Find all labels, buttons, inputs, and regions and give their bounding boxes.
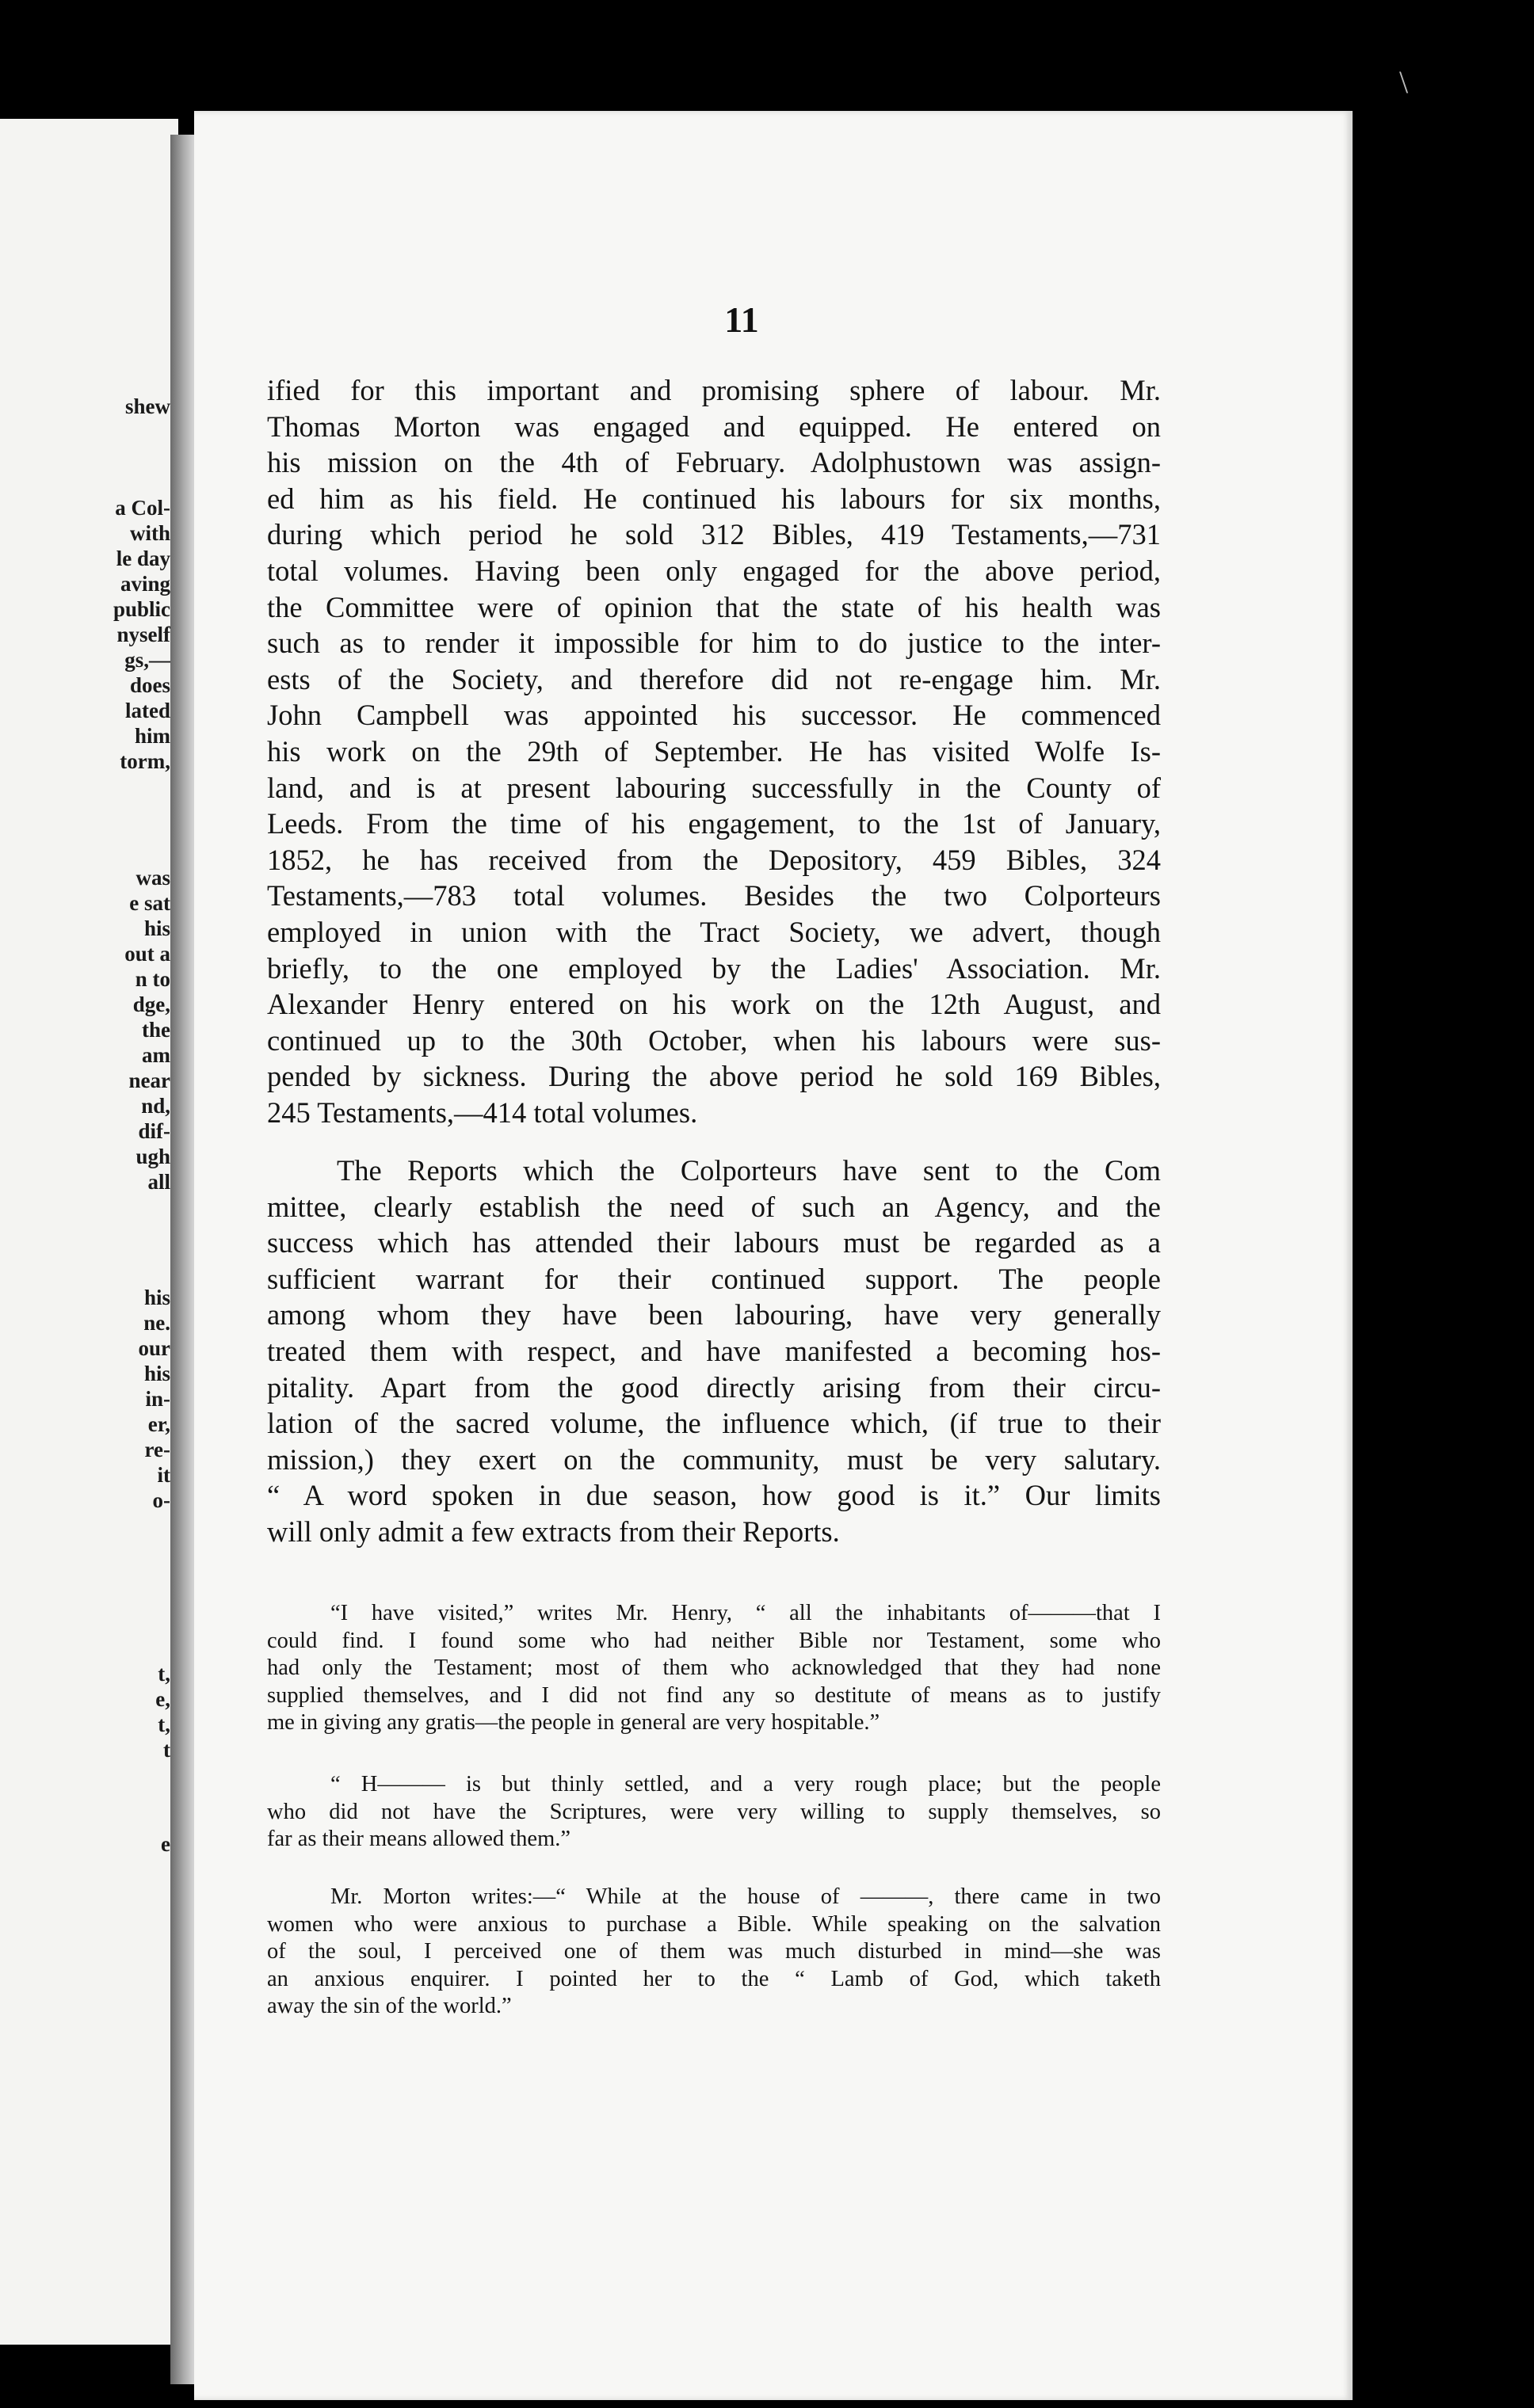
left-fragment: er, (147, 1412, 170, 1436)
text-line: total volumes. Having been only engaged for the above period, (267, 554, 1161, 587)
text-line: an anxious enquirer. I pointed her to the “ Lamb of God, which taketh (267, 1966, 1161, 1991)
text-line: Testaments,—783 total volumes. Besides the two Colporteurs (267, 879, 1161, 913)
left-fragment: near (128, 1069, 170, 1092)
text-line: me in giving any gratis—the people in general are very hospitable.” (267, 1710, 880, 1736)
left-fragment: gs,— (124, 648, 170, 672)
text-line: his work on the 29th of September. He has visited Wolfe Is- (267, 734, 1161, 768)
text-line: could find. I found some who had neither Bible nor Testament, some who (267, 1628, 1161, 1653)
quote-paragraph (267, 1600, 1161, 1737)
left-fragment: with (129, 521, 170, 545)
text-line: his mission on the 4th of February. Adolphustown was assign- (267, 446, 1161, 479)
left-fragment: in- (145, 1387, 170, 1411)
text-line: among whom they have been labouring, have very generally (267, 1298, 1161, 1332)
quote-paragraph (267, 1884, 1161, 2021)
left-fragment: all (147, 1170, 170, 1194)
left-fragment: does (129, 673, 170, 697)
text-line: Thomas Morton was engaged and equipped. He entered on (267, 410, 1161, 443)
text-line: mission,) they exert on the community, must be very salutary. (267, 1442, 1161, 1476)
quote-henry (267, 1600, 1161, 1737)
text-line: “ H——— is but thinly settled, and a very rough place; but the people (330, 1772, 1161, 1796)
paragraph-1 (267, 372, 1161, 1130)
text-line: women who were anxious to purchase a Bible. While speaking on the salvation (267, 1911, 1161, 1937)
quote-h (267, 1771, 1161, 1854)
text-line: Alexander Henry entered on his work on the 12th August, and (267, 988, 1161, 1021)
text-line: 1852, he has received from the Depository, 459 Bibles, 324 (267, 843, 1161, 876)
text-line: during which period he sold 312 Bibles, 419 Testaments,—731 (267, 518, 1161, 551)
left-fragment: it (157, 1463, 170, 1487)
left-fragment: dge, (132, 993, 170, 1016)
left-fragment: our (138, 1336, 170, 1360)
text-line: of the soul, I perceived one of them was much disturbed in mind—she was (267, 1939, 1161, 1964)
scan-edge-mark: \ (1399, 64, 1409, 100)
text-line: success which has attended their labours must be regarded as a (267, 1226, 1161, 1259)
text-line: sufficient warrant for their continued support. The people (267, 1262, 1161, 1295)
left-fragment: o- (152, 1488, 170, 1512)
text-line: had only the Testament; most of them who acknowledged that they had none (267, 1656, 1161, 1681)
left-fragment: nd, (141, 1094, 170, 1118)
quote-paragraph (267, 1771, 1161, 1854)
left-fragment: a Col- (115, 496, 170, 520)
left-fragment: dif- (138, 1119, 170, 1143)
right-page (194, 111, 1353, 2400)
text-line: “I have visited,” writes Mr. Henry, “ all the inhabitants of———that I (330, 1601, 1161, 1625)
text-line: land, and is at present labouring successfully in the County of (267, 771, 1161, 804)
left-fragment: re- (144, 1438, 170, 1461)
text-line: ed him as his field. He continued his labours for six months, (267, 482, 1161, 515)
left-fragment: e (161, 1832, 170, 1856)
left-fragment: public (113, 597, 170, 621)
left-fragment: out a (124, 942, 170, 966)
text-line: employed in union with the Tract Society, we advert, though (267, 915, 1161, 948)
left-fragment: t, (158, 1662, 170, 1686)
left-facing-page (0, 119, 178, 2345)
body-paragraph (267, 1153, 1161, 1550)
left-fragment: torm, (120, 749, 170, 773)
text-line: pitality. Apart from the good directly arising from their circu- (267, 1370, 1161, 1404)
left-fragment: t (163, 1738, 170, 1762)
text-line: The Reports which the Colporteurs have sent to the Com (337, 1154, 1161, 1187)
left-fragment: nyself (116, 623, 170, 646)
text-line: will only admit a few extracts from their Reports. (267, 1515, 840, 1548)
text-line: briefly, to the one employed by the Ladies' Association. Mr. (267, 951, 1161, 985)
text-line: ests of the Society, and therefore did not re-engage him. Mr. (267, 662, 1161, 695)
text-line: mittee, clearly establish the need of such an Agency, and the (267, 1190, 1161, 1223)
text-line: ified for this important and promising sphere of labour. Mr. (267, 374, 1161, 406)
left-fragment: am (142, 1043, 170, 1067)
text-line: supplied themselves, and I did not find any so destitute of means as to justify (267, 1682, 1161, 1708)
left-fragment: e, (155, 1687, 170, 1711)
paragraph-2 (267, 1153, 1161, 1550)
text-line: far as their means allowed them.” (267, 1827, 571, 1852)
left-fragment: his (143, 1362, 170, 1385)
text-line: 245 Testaments,—414 total volumes. (267, 1095, 698, 1129)
left-fragment: t, (158, 1713, 170, 1736)
left-fragment: ugh (135, 1145, 170, 1168)
text-line: the Committee were of opinion that the state of his health was (267, 590, 1161, 623)
left-fragment: him (134, 724, 170, 748)
left-fragment: n to (135, 967, 170, 991)
left-fragment: lated (125, 699, 170, 722)
left-fragment: shew (124, 394, 170, 418)
text-line: such as to render it impossible for him to do justice to the inter- (267, 627, 1161, 660)
left-fragment: le day (116, 547, 170, 570)
left-fragment: his (143, 1286, 170, 1309)
body-paragraph (267, 372, 1161, 1130)
left-fragment: e sat (129, 891, 170, 915)
page-number: 11 (724, 299, 759, 340)
text-line: Mr. Morton writes:—“ While at the house of ———, there came in two (330, 1884, 1161, 1909)
text-line: who did not have the Scriptures, were very willing to supply themselves, so (267, 1799, 1161, 1824)
text-line: John Campbell was appointed his successor. He commenced (267, 699, 1161, 732)
quote-morton (267, 1884, 1161, 2021)
text-line: pended by sickness. During the above period he sold 169 Bibles, (267, 1060, 1161, 1093)
text-line: lation of the sacred volume, the influence which, (if true to their (267, 1407, 1161, 1440)
text-line: away the sin of the world.” (267, 1994, 512, 2019)
left-fragment: his (143, 916, 170, 940)
text-line: treated them with respect, and have manifested a becoming hos- (267, 1334, 1161, 1367)
left-fragment: aving (120, 572, 170, 596)
left-fragment: the (142, 1018, 170, 1042)
left-fragment: ne. (143, 1311, 170, 1335)
left-fragment: was (135, 866, 170, 890)
text-line: Leeds. From the time of his engagement, to the 1st of January, (267, 807, 1161, 840)
text-line: “ A word spoken in due season, how good is it.” Our limits (267, 1479, 1161, 1512)
text-line: continued up to the 30th October, when his labours were sus- (267, 1023, 1161, 1057)
